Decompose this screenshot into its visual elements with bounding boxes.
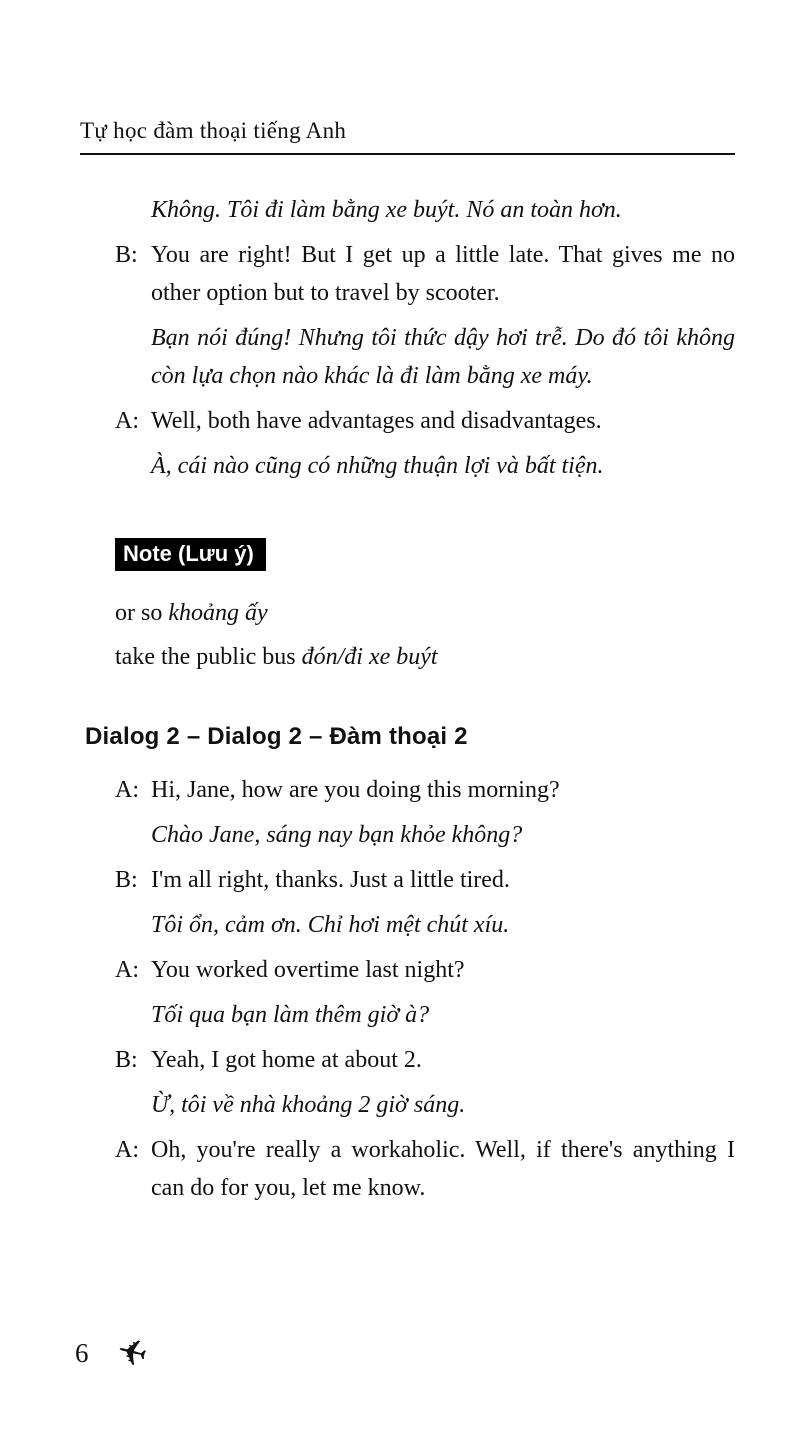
dialog2-line [115,816,735,854]
speaker-label: B: [115,867,138,893]
speaker-label: B: [115,1047,138,1073]
dialog1-line [115,319,735,395]
dialog-text: I'm all right, thanks. Just a little tired. [151,867,510,893]
dialog2-line [115,1131,735,1207]
dialog1-line [115,236,735,312]
speaker-label: B: [115,242,138,268]
dialog-text: Oh, you're really a workaholic. Well, if there's anything I can do for you, let me know. [151,1137,735,1201]
speaker-label [115,816,151,854]
dialog-text: You worked overtime last night? [151,957,465,983]
dialog2-line [115,861,735,899]
speaker-label [115,996,151,1034]
dialog1-line [115,447,735,485]
translation-text: Ừ, tôi về nhà khoảng 2 giờ sáng. [151,1092,466,1118]
translation-text: Chào Jane, sáng nay bạn khỏe không? [151,822,523,848]
translation-text: Tôi ổn, cảm ơn. Chỉ hơi mệt chút xíu. [151,912,510,938]
speaker-label: A: [115,777,139,803]
note-item [115,635,735,679]
speaker-label: A: [115,957,139,983]
translation-text: Không. Tôi đi làm bằng xe buýt. Nó an toàn hơn. [151,197,622,223]
dialog2-line [115,1041,735,1079]
dialog1-line [115,402,735,440]
translation-text: À, cái nào cũng có những thuận lợi và bất tiện. [151,453,604,479]
speaker-label [115,191,151,229]
note-title-badge: Note (Lưu ý) [115,538,266,571]
page-header-title: Tự học đàm thoại tiếng Anh [80,118,347,143]
dialog2-line [115,996,735,1034]
note-item [115,591,735,635]
speaker-label: A: [115,1137,139,1163]
dialog-text: You are right! But I get up a little late. That gives me no other option but to travel by scooter. [151,242,735,306]
page-number: 6 [75,1337,89,1368]
translation-text: Tối qua bạn làm thêm giờ à? [151,1002,430,1028]
speaker-label [115,1086,151,1124]
page-footer [75,1329,152,1377]
dialog-text: Well, both have advantages and disadvantages. [151,408,602,434]
speaker-label [115,906,151,944]
dialog2-line [115,771,735,809]
speaker-label [115,319,151,395]
translation-text: Bạn nói đúng! Nhưng tôi thức dậy hơi trễ. Do đó tôi không còn lựa chọn nào khác là đi làm bằng xe máy. [151,325,735,389]
page-content [80,191,735,1207]
speaker-label [115,447,151,485]
page-header [80,118,735,155]
note-item-en: or so [115,600,169,626]
note-item-en: take the public bus [115,644,302,670]
speaker-label: A: [115,408,139,434]
dialog-text: Hi, Jane, how are you doing this morning? [151,777,560,803]
dialog2-line [115,906,735,944]
dialog2-line [115,951,735,989]
note-item-vi: khoảng ấy [168,600,268,626]
dialog1-line [115,191,735,229]
header-rule [80,153,735,155]
note-item-vi: đón/đi xe buýt [301,644,438,670]
dialog2-heading: Dialog 2 – Dialog 2 – Đàm thoại 2 [85,723,468,750]
dialog-text: Yeah, I got home at about 2. [151,1047,422,1073]
dialog2-line [115,1086,735,1124]
plane-icon: ✈ [112,1329,152,1377]
